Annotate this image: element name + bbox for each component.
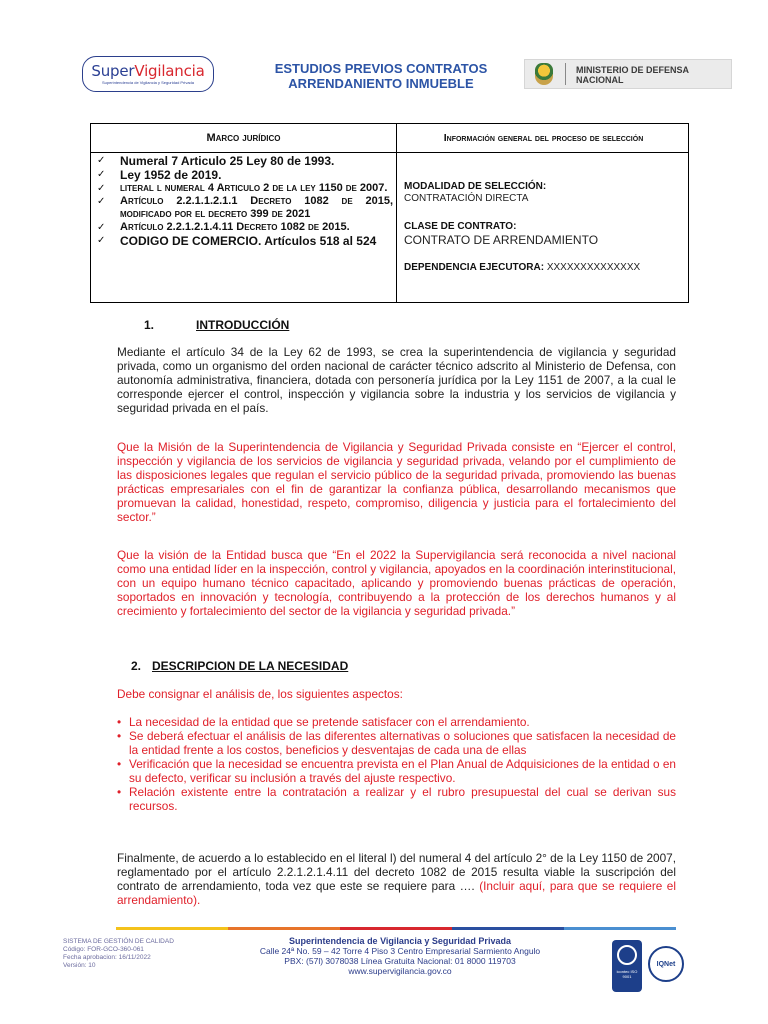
legal-item: ✓ literal l numeral 4 Articulo 2 de la ley 1150 de 2007.: [97, 182, 393, 195]
list-item: • La necesidad de la entidad que se pretende satisfacer con el arrendamiento.: [117, 715, 676, 729]
supervigilancia-logo: [82, 56, 214, 92]
info-table: [90, 123, 689, 303]
icontec-ring: [617, 945, 637, 965]
icontec-text: icontec ISO 9001: [616, 969, 638, 979]
analysis-intro: Debe consignar el análisis de, los siguientes aspectos:: [117, 687, 403, 701]
list-item: • Verificación que la necesidad se encuentra prevista en el Plan Anual de Adquisiciones de la entidad o en su defecto, verificar su inclusión a través del ajuste respectivo.: [117, 757, 676, 785]
dependencia-label: DEPENDENCIA EJECUTORA:: [404, 262, 545, 273]
legal-list: [97, 154, 393, 248]
address: Calle 24ª No. 59 – 42 Torre 4 Piso 3 Centro Empresarial Sarmiento Angulo: [259, 946, 541, 956]
ministerio-line-1: MINISTERIO DE DEFENSA: [576, 65, 690, 75]
modalidad-label: MODALIDAD DE SELECCIÓN:: [404, 181, 547, 192]
footer-stripe: [116, 927, 676, 930]
logo-brand-a: Super: [91, 61, 135, 80]
contact-info: [220, 936, 580, 976]
logo-tagline: Superintendencia de Vigilancia y Seguridad Privada: [102, 79, 194, 85]
clase-label: CLASE DE CONTRATO:: [404, 221, 517, 232]
logo-brand: [91, 61, 205, 80]
iqnet-text: IQNet: [656, 960, 676, 968]
legal-item: ✓ CODIGO DE COMERCIO. Artículos 518 al 524: [97, 234, 393, 248]
info-general-header: Información general del proceso de selección: [443, 131, 644, 144]
logo-divider: [565, 63, 566, 85]
final-placeholder: (Incluir aquí, para que se requiere el arrendamiento).: [117, 879, 676, 907]
modalidad-value: CONTRATACIÓN DIRECTA: [404, 193, 529, 204]
stripe-lightblue: [564, 927, 676, 930]
marco-juridico-header: Marco jurídico: [206, 132, 281, 144]
iqnet-certification-icon: [648, 946, 684, 982]
final-text: Finalmente, de acuerdo a lo establecido en el literal l) del numeral 4 del artículo 2° de la Ley 1150 de 2007, reglamentado por el artículo 2.2.1.2.1.4.11 del decreto 1082 de 2015 resulta viable la suscripción del contrato de arrendamiento, toda vez que este se requiere para ….: [117, 851, 676, 893]
section-1-number: 1.: [144, 318, 155, 332]
approval-date: Fecha aprobacion: 16/11/2022: [63, 954, 151, 961]
phone: PBX: (57l) 3078038 Línea Gratuita Nacional: 01 8000 119703: [284, 956, 516, 966]
legal-item: ✓ Numeral 7 Articulo 25 Ley 80 de 1993.: [97, 154, 393, 168]
title-line-1: ESTUDIOS PREVIOS CONTRATOS: [274, 61, 488, 76]
legal-item: ✓ Ley 1952 de 2019.: [97, 168, 393, 182]
stripe-blue: [452, 927, 564, 930]
stripe-red: [340, 927, 452, 930]
aspects-list: [117, 715, 676, 813]
ministerio-line-2: NACIONAL: [576, 75, 624, 85]
modalidad-block: [404, 181, 684, 205]
section-1-title: INTRODUCCIÓN: [196, 318, 290, 332]
title-line-2: ARRENDANIENTO INMUEBLE: [288, 76, 474, 91]
stripe-orange: [228, 927, 340, 930]
dependencia-value: XXXXXXXXXXXXXX: [546, 262, 641, 273]
table-divider-horizontal: [91, 152, 688, 153]
logo-brand-b: Vigilancia: [134, 61, 205, 80]
section-2-title: DESCRIPCION DE LA NECESIDAD: [152, 659, 349, 673]
document-title: [236, 61, 526, 91]
mision-paragraph: Que la Misión de la Superintendencia de Vigilancia y Seguridad Privada consiste en “Ejercer el control, inspección y vigilancia de los servicios de vigilancia y seguridad privada, velando por el cumplimiento de las disposiciones legales que regulan el servicio público de la seguridad privada, promoviendo las buenas prácticas empresariales con el fin de garantizar la confianza pública, desarrollando mecanismos que promuevan la calidad, honestidad, respeto, compromiso, diligencia y justicia para el fortalecimiento del sector.”: [117, 440, 676, 524]
stripe-yellow: [116, 927, 228, 930]
legal-item: ✓ Artículo 2.2.1.2.1.4.11 Decreto 1082 de 2015.: [97, 221, 393, 234]
dependencia-block: [404, 262, 684, 274]
intro-paragraph: Mediante el artículo 34 de la Ley 62 de 1993, se crea la superintendencia de vigilancia y seguridad privada, como un organismo del orden nacional de carácter técnico adscrito al Ministerio de Defensa, con autonomía administrativa, financiera, dotada con personería jurídica por la Ley 1151 de 2007, a la cual le corresponde ejercer el control, inspección y vigilancia sobre la industria y los servicios de vigilancia y seguridad privada en el país.: [117, 345, 676, 415]
vision-paragraph: Que la visión de la Entidad busca que “En el 2022 la Supervigilancia será reconocida a nivel nacional como una entidad líder en la inspección, control y vigilancia, apoyados en la coordinación interinstitucional, con un equipo humano técnico capacitado, aplicando y promoviendo buenas prácticas de operación, soportados en innovación y tecnología, contribuyendo a la protección de los derechos humanos y al crecimiento y fortalecimiento del sector de la vigilancia y seguridad privada.”: [117, 548, 676, 618]
final-paragraph: [117, 851, 676, 907]
clase-block: [404, 221, 684, 247]
coat-of-arms-icon: [535, 63, 553, 85]
version: Versión: 10: [63, 962, 96, 969]
list-item: • Se deberá efectuar el análisis de las diferentes alternativas o soluciones que satisfacen la necesidad de la entidad frente a los costos, beneficios y desventajas de cada una de ellas: [117, 729, 676, 757]
list-item: • Relación existente entre la contratación a realizar y el rubro presupuestal del cual se derivan sus recursos.: [117, 785, 676, 813]
icontec-certification-icon: [612, 940, 642, 992]
quality-info: [63, 938, 174, 970]
clase-value: CONTRATO DE ARRENDAMIENTO: [404, 233, 599, 247]
entity-name: Superintendencia de Vigilancia y Seguridad Privada: [289, 936, 511, 946]
quality-system: SISTEMA DE GESTIÓN DE CALIDAD: [63, 938, 174, 945]
ministerio-text: [576, 65, 689, 85]
website-link[interactable]: www.supervigilancia.gov.co: [348, 966, 452, 976]
document-code: Código: FOR-GCO-360-061: [63, 946, 144, 953]
ministerio-logo: [524, 59, 732, 89]
section-2-number: 2.: [131, 659, 142, 673]
legal-item: ✓ Artículo 2.2.1.1.2.1.1 Decreto 1082 de 2015, modificado por el decreto 399 de 2021: [97, 195, 393, 221]
